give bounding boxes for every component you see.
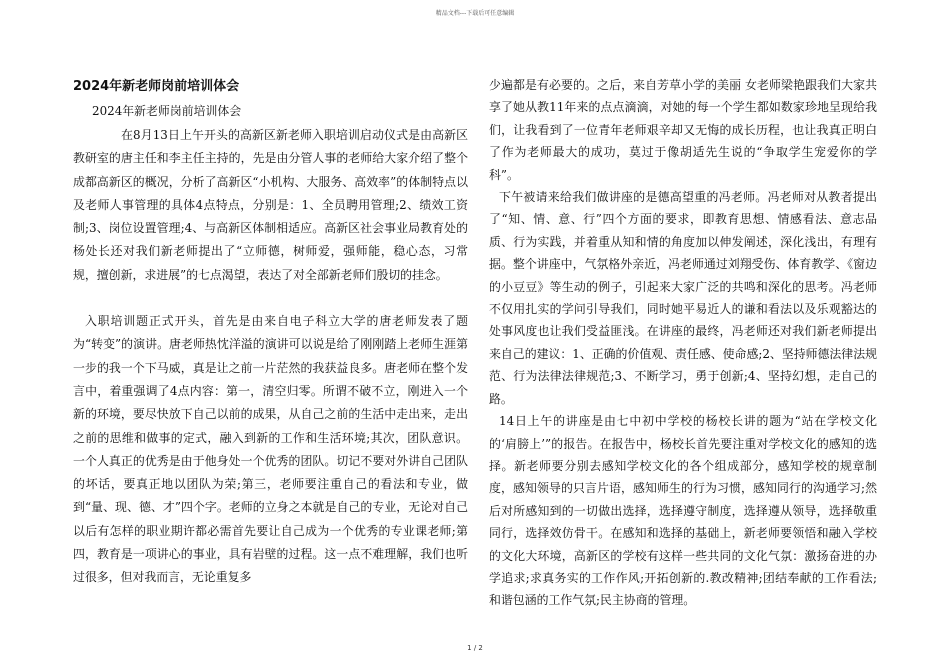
paragraph-first-lecture: 入职培训题正式开头，首先是由来自电子科立大学的唐老师发表了题为“转变”的演讲。唐老师热忱洋溢的演讲可以说是给了刚刚踏上老师生涯第一步的我一个下马威，真是让之前一片茫然的我获益良多。唐老师在整个发言中，着重强调了4点内容：第一，清空归零。所谓不破不立，刚进入一个新的环境，要尽快放下自己以前的成果，从自己之前的生活中走出来，走出之前的思维和做事的定式，融入到新的工作和生活环境;其次，团队意识。一个人真正的优秀是由于他身处一个优秀的团队。切记不要对外讲自己团队的坏话，要真正地以团队为荣;第三，老师要注重自己的看法和专业，做到“量、现、德、才”四个字。老师的立身之本就是自己的专业，无论对自己以后有怎样的职业期许都必需首先要让自己成为一个优秀的专业课老师;第四，教育是一项讲心的事业，具有岩壁的过程。这一点不难理解，我们也听过很多，但对我而言，无论重复多	[73, 314, 468, 585]
right-column	[489, 74, 877, 612]
paragraph-continuation: 少遍都是有必要的。之后，来自芳草小学的美丽 女老师梁艳跟我们大家共享了她从教11年来的点点滴滴，对她的每一个学生都如数家珍地呈现给我们，让我看到了一位青年老师艰辛却又无悔的成长历程，也让我真正明白了作为老师最大的成功，莫过于像胡适先生说的“争取学生宠爱你的学科”。	[489, 78, 877, 182]
document-subtitle: 2024年新老师岗前培训体会	[92, 104, 242, 118]
page-header: 精品文档---下载后可任意编辑	[435, 10, 515, 17]
page-number: 1 / 2	[467, 644, 483, 652]
left-column	[73, 70, 468, 590]
document-title: 2024年新老师岗前培训体会	[73, 79, 240, 94]
paragraph-school-culture-lecture: 14日上午的讲座是由七中初中学校的杨校长讲的题为“站在学校文化的‘肩膀上’”的报告。在报告中，杨校长首先要注重对学校文化的感知的选择。新老师要分别去感知学校文化的各个组成部分，感知学校的规章制度，感知领导的只言片语，感知师生的行为习惯，感知同行的沟通学习;然后对所感知到的一切做出选择，选择遵守制度，选择遵从领导，选择敬重同行，选择效仿骨干。在感知和选择的基础上，新老师要领悟和融入学校的文化大环境，高新区的学校有这样一些共同的文化气氛：激扬奋进的办学追求;求真务实的工作作风;开拓创新的.教改精神;团结奉献的工作看法;和谐包涵的工作气氛;民主协商的管理。	[489, 414, 877, 608]
paragraph-afternoon-lecture: 下午被请来给我们做讲座的是德高望重的冯老师。冯老师对从教者提出了“知、情、意、行”四个方面的要求，即教育思想、情感看法、意志品质、行为实践，并着重从知和情的角度加以伸发阐述，深化浅出，有理有据。整个讲座中，气氛格外亲近，冯老师通过刘翔受伤、体育教学、《窗边的小豆豆》等生动的例子，引起来大家广泛的共鸣和深化的思考。冯老师不仅用扎实的学问引导我们，同时她平易近人的谦和看法以及乐观豁达的处事风度也让我们受益匪浅。在讲座的最终，冯老师还对我们新老师提出来自己的建议：1、正确的价值观、责任感、使命感;2、坚持师德法律法规范、行为法律法律规范;3、不断学习，勇于创新;4、坚持幻想，走自己的路。	[489, 190, 877, 406]
paragraph-opening-ceremony: 在8月13日上午开头的高新区新老师入职培训启动仪式是由高新区教研室的唐主任和李主任主持的，先是由分管人事的老师给大家介绍了整个成都高新区的概况，分析了高新区“小机构、大服务、高效率”的体制特点以及老师人事管理的具体4点特点，分别是：1、全员聘用管理;2、绩效工资制;3、岗位设置管理;4、与高新区体制相适应。高新区社会事业局教育处的杨处长还对我们新老师提出了“立师德，树师爱，强师能，稳心态，习常规，擅创新，求进展”的七点渴望，表达了对全部新老师们殷切的挂念。	[73, 128, 468, 282]
